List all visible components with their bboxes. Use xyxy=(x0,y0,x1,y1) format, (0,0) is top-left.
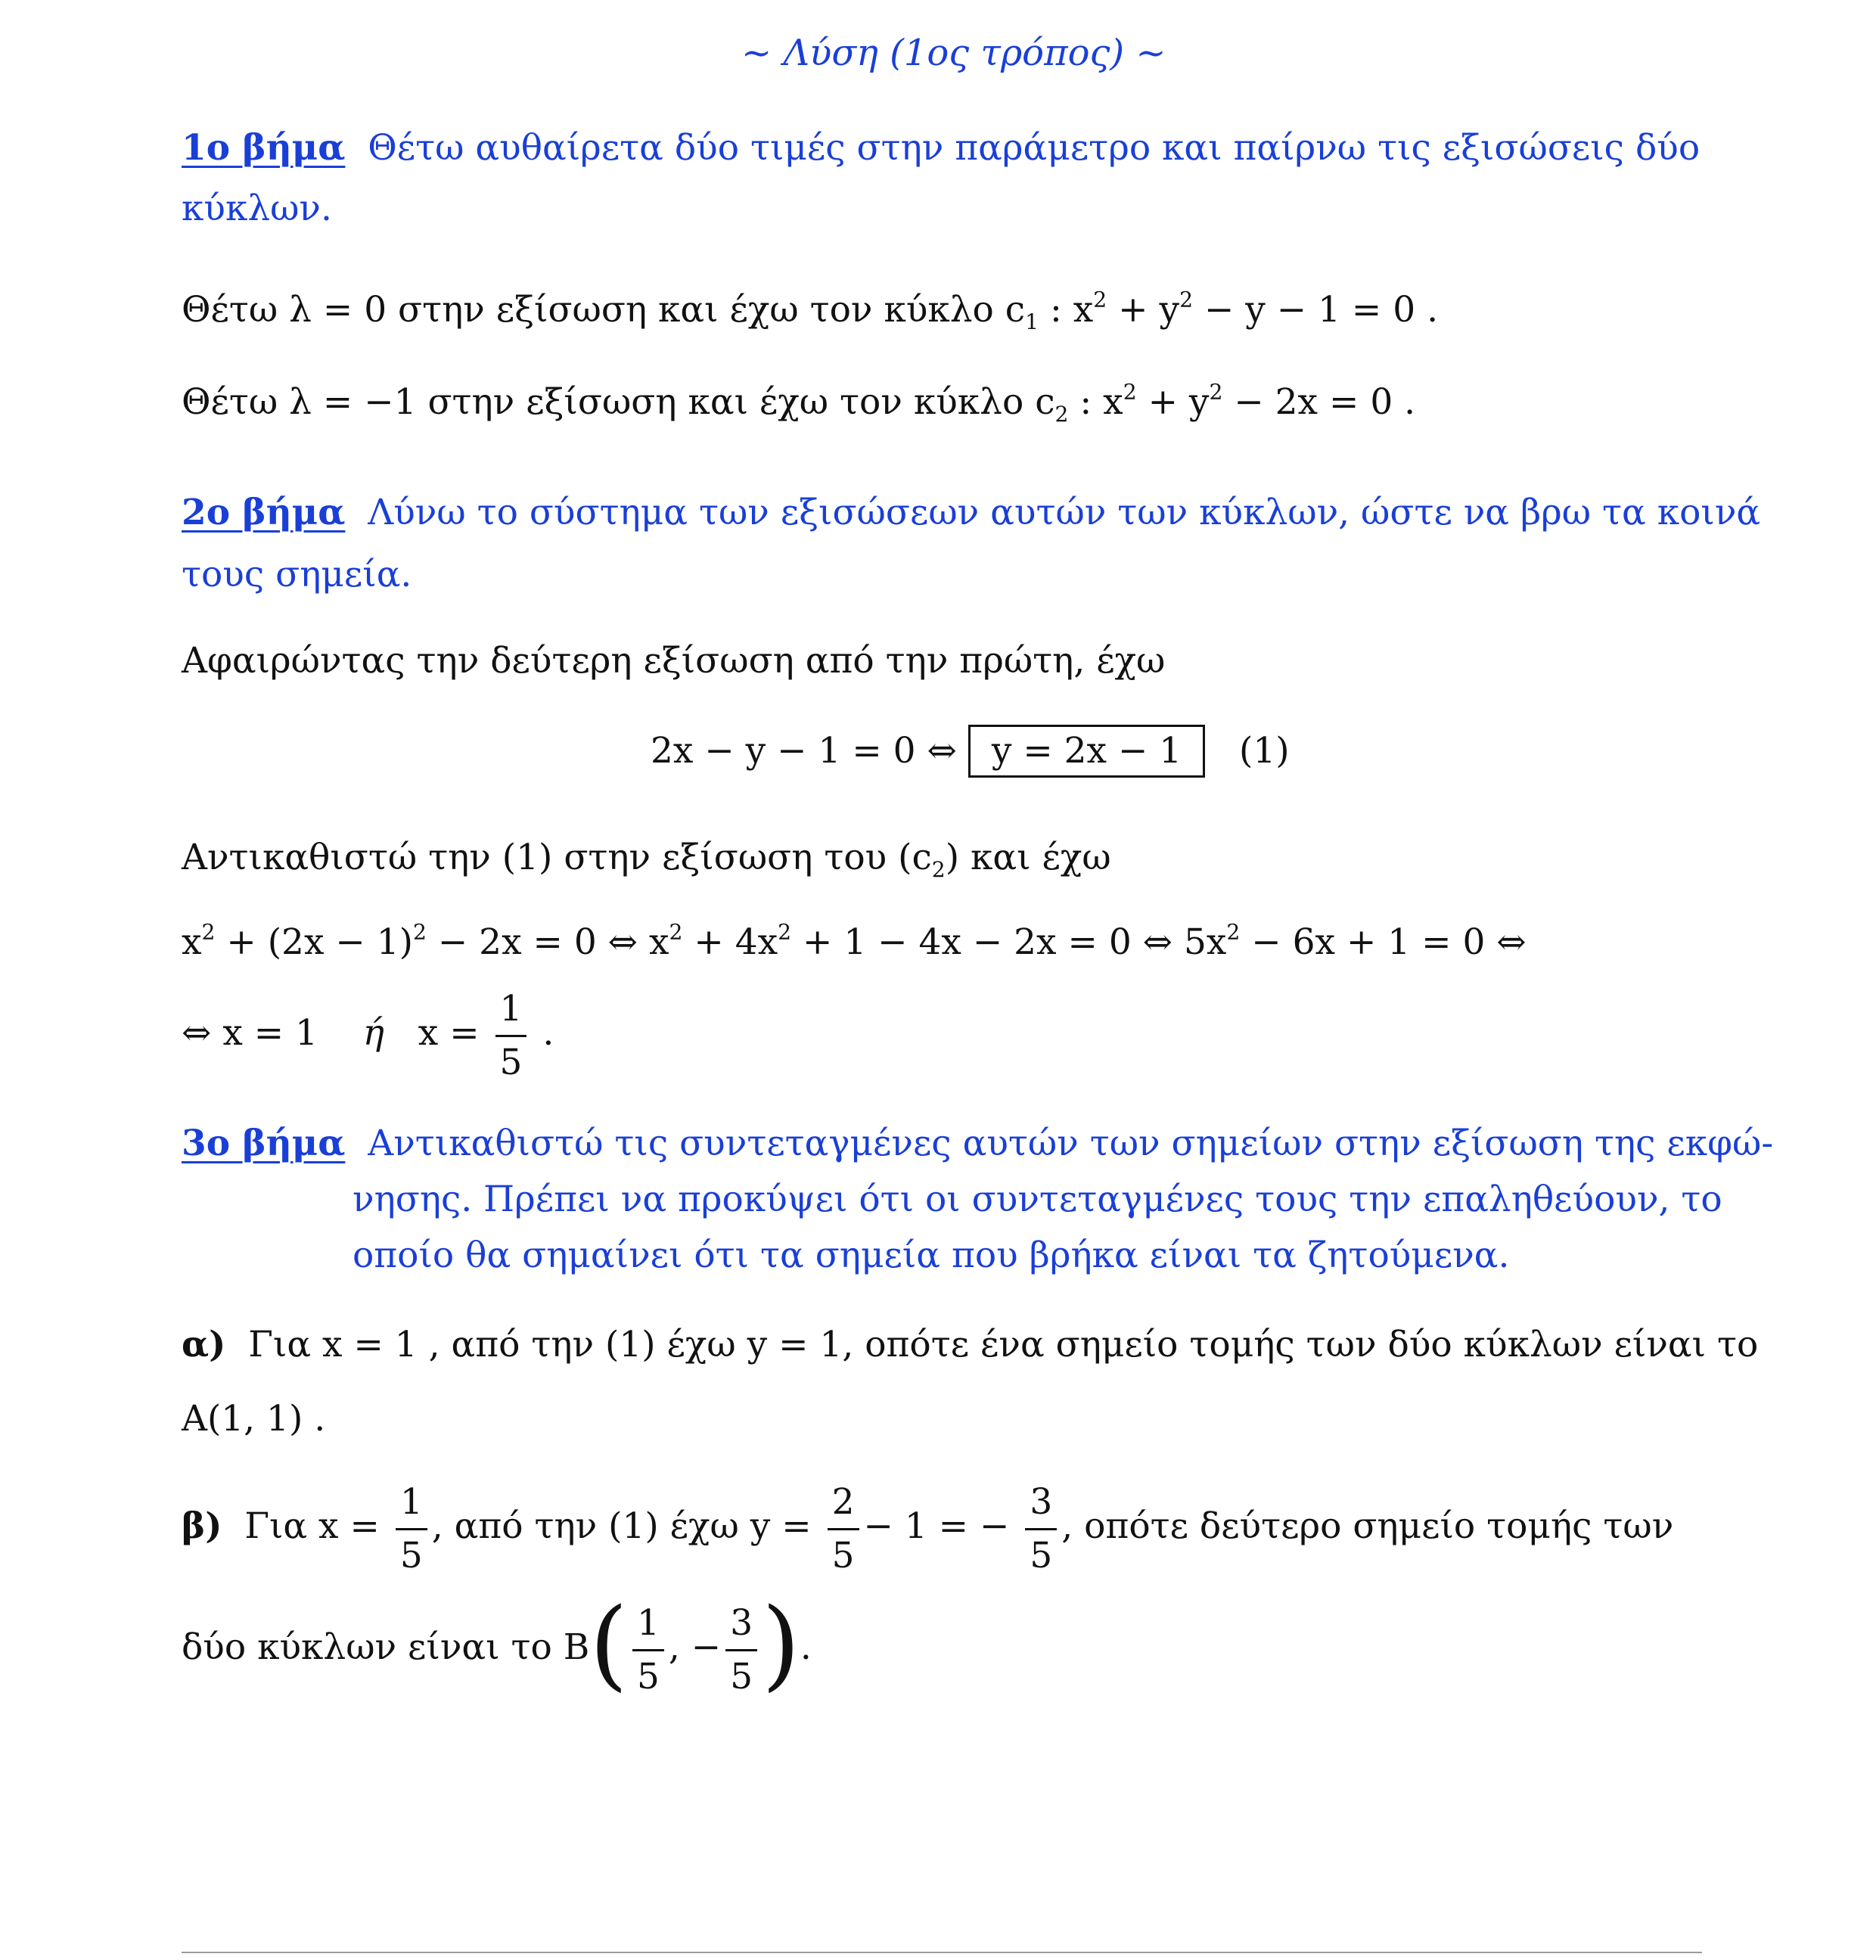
beta-lparen: ( xyxy=(589,1586,629,1701)
beta-f2n: 2 xyxy=(831,1481,855,1523)
step3-text-cont2: οποίο θα σημαίνει ότι τα σημεία που βρήκα είναι τα ζητούμενα. xyxy=(353,1235,1510,1276)
set1-p1: 2 xyxy=(1093,287,1107,312)
set2-p1: 2 xyxy=(1123,379,1137,405)
beta-point xyxy=(182,1586,812,1701)
eq1-left: 2x − y − 1 = 0 ⇔ xyxy=(651,730,957,772)
step1-text: Θέτω αυθαίρετα δύο τιμές στην παράμετρο και παίρνω τις εξισώσεις δύο xyxy=(368,127,1701,169)
root-fraction xyxy=(495,989,527,1082)
set2-c: c xyxy=(1035,381,1055,423)
beta-minus: − 1 = − xyxy=(863,1505,1010,1548)
alpha-text: Για x = 1 , από την (1) έχω y = 1, οπότε ένα σημείο τομής των δύο κύκλων είναι το xyxy=(248,1324,1759,1365)
roots-x: x = xyxy=(418,1012,480,1055)
beta-frac2 xyxy=(828,1483,859,1575)
set2-sub: 2 xyxy=(1054,401,1069,427)
quad-t2: + (2x − 1) xyxy=(215,921,413,963)
step1-text-cont: κύκλων. xyxy=(182,188,332,229)
beta-g2n: 3 xyxy=(730,1601,753,1644)
beta-line2pre: δύο κύκλων είναι το B xyxy=(182,1626,590,1668)
set1-pre: Θέτω xyxy=(182,289,290,331)
step2-label: 2ο βήμα xyxy=(182,492,346,533)
beta-f3d: 5 xyxy=(1025,1528,1057,1576)
set1-sub: 1 xyxy=(1025,309,1039,334)
case-alpha xyxy=(182,1324,1758,1366)
beta-end: . xyxy=(800,1626,812,1668)
set2-a: : x xyxy=(1068,381,1123,423)
step2-text-cont: τους σημεία. xyxy=(182,554,412,595)
set1-end: − y − 1 = 0 . xyxy=(1193,289,1439,331)
quad-t6: − 6x + 1 = 0 ⇔ xyxy=(1240,921,1527,963)
substitute-text xyxy=(182,837,1111,882)
beta-post: , οπότε δεύτερο σημείο τομής των xyxy=(1061,1505,1674,1548)
quad-t3: − 2x = 0 ⇔ x xyxy=(426,921,669,963)
alpha-point: A(1, 1) . xyxy=(182,1398,326,1440)
beta-gfrac2 xyxy=(725,1601,757,1698)
beta-frac3 xyxy=(1025,1483,1057,1575)
set-lambda-minus1 xyxy=(182,379,1416,427)
set1-p2: 2 xyxy=(1179,287,1193,312)
quad-p3: 2 xyxy=(669,919,683,945)
set2-p2: 2 xyxy=(1209,379,1223,405)
beta-frac1 xyxy=(396,1483,427,1575)
roots-end: . xyxy=(542,1012,554,1055)
subst-sub: 2 xyxy=(931,856,946,882)
quadratic-equation xyxy=(182,921,1527,964)
step3-text: Αντικαθιστώ τις συντεταγμένες αυτών των σημείων στην εξίσωση της εκφώ- xyxy=(368,1123,1774,1164)
subtract-text: Αφαιρώντας την δεύτερη εξίσωση από την πρώτη, έχω xyxy=(182,640,1166,682)
quad-t5: + 1 − 4x − 2x = 0 ⇔ 5x xyxy=(791,921,1227,963)
set2-mid: στην εξίσωση και έχω τον κύκλο xyxy=(416,381,1036,423)
beta-g2d: 5 xyxy=(725,1649,757,1697)
beta-pre: Για x = xyxy=(244,1505,380,1548)
footer-divider xyxy=(182,1952,1702,1953)
equation-1 xyxy=(651,725,1290,778)
set2-pre: Θέτω xyxy=(182,381,290,423)
subst-pre: Αντικαθιστώ την (1) στην εξίσωση του (c xyxy=(182,837,932,878)
roots-line xyxy=(182,989,554,1082)
set1-eq: λ = 0 xyxy=(289,289,387,331)
case-beta xyxy=(182,1483,1673,1575)
step3-paragraph xyxy=(182,1123,1773,1165)
page-title: ~ Λύση (1ος τρόπος) ~ xyxy=(741,32,1166,74)
set1-c: c xyxy=(1005,289,1026,331)
set2-b: + y xyxy=(1136,381,1210,423)
step3-label: 3ο βήμα xyxy=(182,1123,346,1164)
beta-f1n: 1 xyxy=(399,1481,423,1523)
step1-label: 1ο βήμα xyxy=(182,127,346,169)
set-lambda-0 xyxy=(182,287,1439,334)
beta-f3n: 3 xyxy=(1030,1481,1053,1523)
beta-g1d: 5 xyxy=(632,1649,664,1697)
quad-t1: x xyxy=(182,921,202,963)
step2-text: Λύνω το σύστημα των εξισώσεων αυτών των κύκλων, ώστε να βρω τα κοινά xyxy=(368,492,1761,533)
beta-gfrac1 xyxy=(632,1601,664,1698)
quad-p4: 2 xyxy=(778,919,792,945)
eq1-tag: (1) xyxy=(1239,730,1290,772)
beta-comma: , − xyxy=(668,1626,722,1668)
alpha-label: α) xyxy=(182,1324,226,1365)
subst-post: ) και έχω xyxy=(945,837,1111,878)
step3-text-cont1: νησης. Πρέπει να προκύψει ότι οι συντεταγμένες τους την επαληθεύουν, το xyxy=(353,1179,1722,1220)
beta-f2d: 5 xyxy=(828,1528,859,1576)
step1-paragraph xyxy=(182,127,1700,169)
roots-pre: ⇔ x = 1 xyxy=(182,1012,318,1055)
roots-or: ή xyxy=(362,1012,384,1055)
quad-t4: + 4x xyxy=(682,921,778,963)
quad-p5: 2 xyxy=(1226,919,1241,945)
eq1-boxed: y = 2x − 1 xyxy=(968,725,1205,778)
quad-p1: 2 xyxy=(201,919,216,945)
set1-mid: στην εξίσωση και έχω τον κύκλο xyxy=(387,289,1005,331)
set1-a: : x xyxy=(1039,289,1094,331)
beta-label: β) xyxy=(182,1505,222,1548)
set1-b: + y xyxy=(1107,289,1180,331)
set2-eq: λ = −1 xyxy=(289,381,417,423)
beta-g1n: 1 xyxy=(637,1601,660,1644)
beta-rparen: ) xyxy=(762,1586,800,1701)
root-den: 5 xyxy=(495,1035,527,1083)
beta-mid: , από την (1) έχω y = xyxy=(431,1505,812,1548)
beta-f1d: 5 xyxy=(396,1528,427,1576)
quad-p2: 2 xyxy=(412,919,427,945)
step2-paragraph xyxy=(182,492,1760,534)
root-num: 1 xyxy=(499,988,523,1030)
set2-end: − 2x = 0 . xyxy=(1222,381,1416,423)
